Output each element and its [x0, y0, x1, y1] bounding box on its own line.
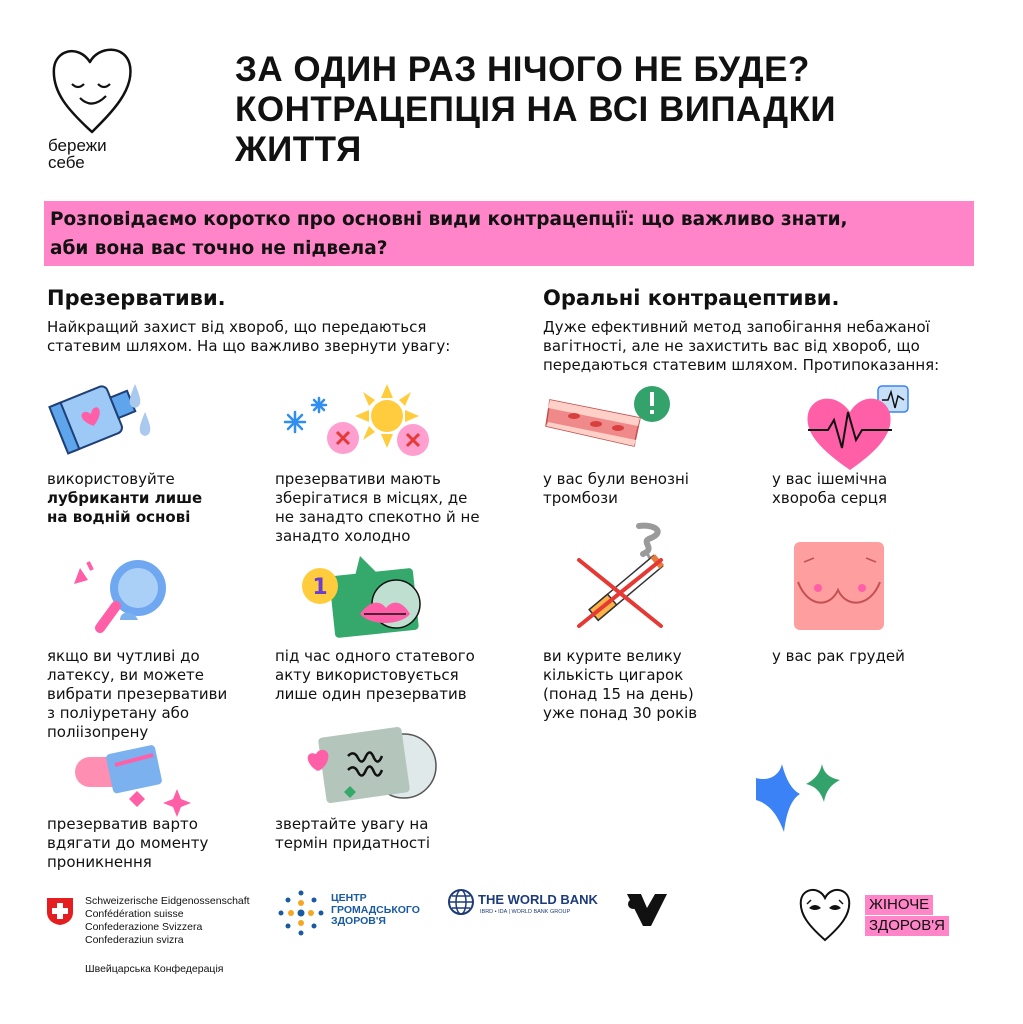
contra3-line1: ви курите велику — [543, 647, 682, 665]
oral-title: Оральні контрацептиви. — [543, 286, 840, 310]
tip3-line3: вибрати презервативи — [47, 685, 228, 703]
cgz-line1: ЦЕНТР — [331, 892, 367, 904]
womens-health-line2: ЗДОРОВ'Я — [865, 916, 949, 936]
contra3-line3: (понад 15 на день) — [543, 685, 694, 703]
tip1-line1: використовуйте — [47, 470, 175, 488]
swiss-line4: Confederaziun svizra — [85, 934, 184, 946]
condom-roll-icon — [65, 743, 195, 818]
womens-health-heart-icon — [795, 882, 855, 944]
condom-pack-one-icon — [300, 550, 430, 640]
sparkle-decoration-icon — [752, 760, 842, 835]
brand-logo — [44, 40, 174, 180]
oral-intro — [543, 318, 939, 375]
womens-health-badge — [865, 894, 949, 936]
breast-icon — [790, 538, 890, 634]
smiling-heart-icon — [48, 40, 138, 140]
tip-latex-text — [47, 647, 227, 742]
condoms-intro — [47, 318, 450, 356]
contra1-line1: у вас були венозні — [543, 470, 689, 488]
tip4-line3: лише один презерватив — [275, 685, 467, 703]
title-line3: ЖИТТЯ — [235, 130, 362, 169]
tip3-line2: латексу, ви можете — [47, 666, 205, 684]
contra-heart-text — [772, 470, 887, 508]
tip6-line1: звертайте увагу на — [275, 815, 429, 833]
contra2-line2: хвороба серця — [772, 489, 888, 507]
swiss-line1: Schweizerische Eidgenossenschaft — [85, 895, 250, 907]
swiss-confederation-lines — [85, 895, 250, 947]
intro-banner — [44, 201, 974, 266]
tip2-line1: презервативи мають — [275, 470, 441, 488]
contra1-line2: тромбози — [543, 489, 618, 507]
tip2-line3: не занадто спекотно й не — [275, 508, 480, 526]
tip3-line4: з поліуретану або — [47, 704, 190, 722]
contra4-line1: у вас рак грудей — [772, 647, 905, 665]
banner-line2: аби вона вас точно не підвела? — [50, 238, 388, 259]
title-line1: ЗА ОДИН РАЗ НІЧОГО НЕ БУДЕ? — [235, 50, 810, 89]
oral-intro-line1: Дуже ефективний метод запобігання небажаної — [543, 318, 930, 336]
oral-intro-line2: вагітності, але не захистить вас від хвороб, що — [543, 337, 920, 355]
cgz-logo-icon — [276, 888, 326, 938]
oral-intro-line3: передаються статевим шляхом. Протипоказання: — [543, 356, 940, 374]
tip-one-condom-text — [275, 647, 475, 704]
condoms-title: Презервативи. — [47, 286, 226, 310]
tip3-line1: якщо ви чутливі до — [47, 647, 200, 665]
tip6-line2: термін придатності — [275, 834, 431, 852]
no-smoking-icon — [565, 520, 685, 630]
tip5-line1: презерватив варто — [47, 815, 198, 833]
contra2-line1: у вас ішемічна — [772, 470, 888, 488]
condoms-intro-line2: статевим шляхом. На що важливо звернути увагу: — [47, 337, 451, 355]
tip4-line2: акту використовується — [275, 666, 459, 684]
tip-storage-text — [275, 470, 480, 546]
contra3-line2: кількість цигарок — [543, 666, 684, 684]
tip2-line2: зберігатися в місцях, де — [275, 489, 468, 507]
logo-line2: себе — [48, 153, 85, 172]
cgz-name — [331, 893, 420, 928]
tip-lubricant-text — [47, 470, 202, 527]
world-bank-name: THE WORLD BANK — [478, 892, 598, 907]
world-bank-globe-icon — [447, 888, 475, 916]
tip4-line1: під час одного статевого — [275, 647, 475, 665]
womens-health-line1: ЖІНОЧЕ — [865, 895, 933, 915]
contra-breast-text — [772, 647, 905, 666]
title-line2: КОНТРАЦЕПЦІЯ НА ВСІ ВИПАДКИ — [235, 90, 837, 129]
cgz-line3: ЗДОРОВ'Я — [331, 915, 386, 927]
tip2-line4: занадто холодно — [275, 527, 411, 545]
banner-line1: Розповідаємо коротко про основні види контрацепції: що важливо знати, — [50, 209, 848, 230]
vein-thrombosis-icon — [544, 380, 674, 460]
contra-thrombosis-text — [543, 470, 689, 508]
swiss-ua-label: Швейцарська Конфедерація — [85, 963, 224, 975]
swiss-line3: Confederazione Svizzera — [85, 921, 203, 933]
expiry-pack-icon — [300, 726, 445, 810]
condoms-intro-line1: Найкращий захист від хвороб, що передаються — [47, 318, 427, 336]
tip-timing-text — [47, 815, 208, 872]
svg-text:1: 1 — [312, 575, 328, 600]
heart-cardiogram-icon — [800, 382, 920, 472]
partner-checkmark-logo-icon — [625, 890, 669, 930]
swiss-line2: Confédération suisse — [85, 908, 184, 920]
tip-expiry-text — [275, 815, 430, 853]
tip5-line2: вдягати до моменту — [47, 834, 209, 852]
sun-snowflake-icon — [275, 378, 445, 466]
logo-line1: бережи — [48, 136, 107, 155]
tip1-bold1: лубриканти лише — [47, 489, 203, 507]
lubricant-tube-icon — [47, 374, 157, 464]
magnifier-icon — [60, 550, 180, 642]
tip5-line3: проникнення — [47, 853, 152, 871]
tip3-line5: поліізопрену — [47, 723, 149, 741]
contra3-line4: уже понад 30 років — [543, 704, 698, 722]
world-bank-sub: IBRD • IDA | WORLD BANK GROUP — [480, 909, 571, 915]
tip1-bold2: на водній основі — [47, 508, 191, 526]
contra-smoking-text — [543, 647, 697, 723]
swiss-flag-icon — [45, 896, 75, 926]
page-title — [235, 50, 836, 170]
cgz-line2: ГРОМАДСЬКОГО — [331, 903, 420, 916]
